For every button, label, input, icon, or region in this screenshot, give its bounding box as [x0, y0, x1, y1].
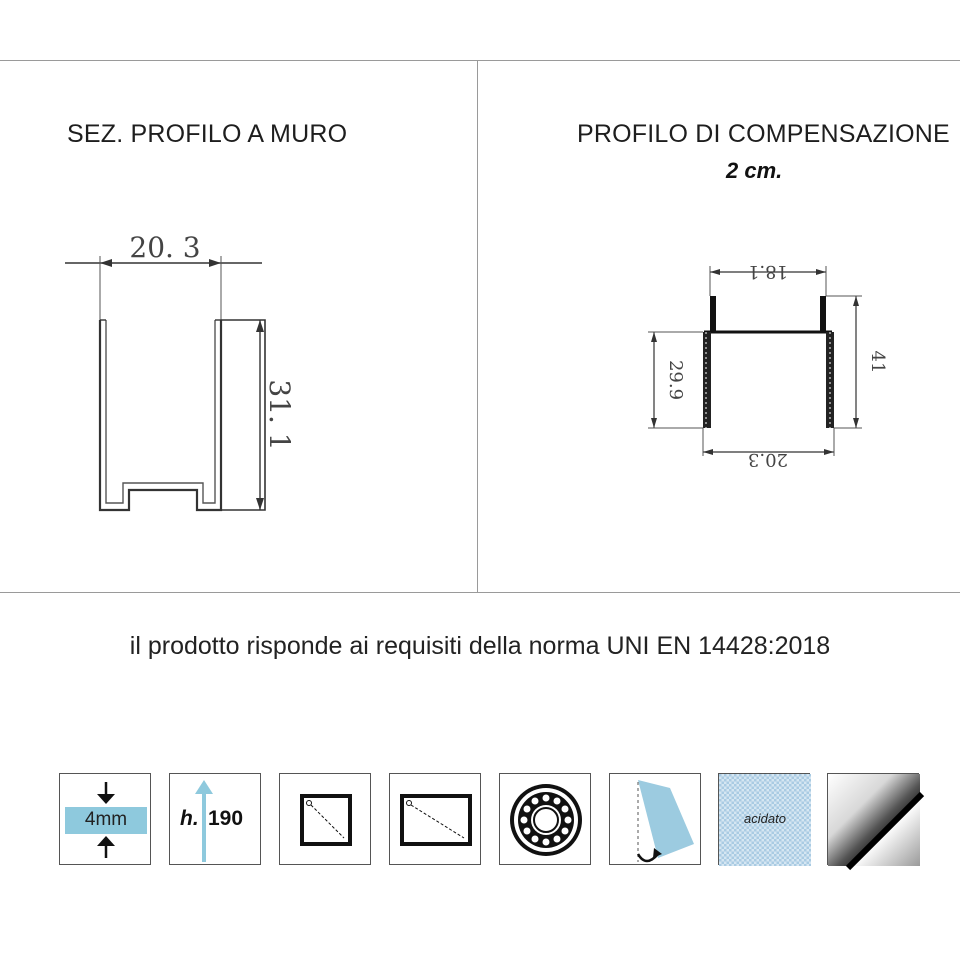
top-divider: [0, 60, 960, 61]
inner-profile-left-wall: [710, 296, 716, 332]
wall-side-outline: [221, 320, 265, 510]
left-panel-title: SEZ. PROFILO A MURO: [67, 120, 348, 148]
profile-outline-inner: [106, 320, 215, 503]
height-value: 190: [208, 807, 244, 830]
roller-bearing-icon: [499, 773, 591, 865]
bottom-dim-label: 20.3: [747, 449, 789, 470]
height-dim-arrow-top: [256, 320, 264, 332]
compensation-profile-drawing: [640, 260, 900, 475]
middle-divider: [0, 592, 960, 593]
chrome-finish-icon: [827, 773, 919, 865]
height-icon: [169, 773, 261, 865]
width-dim-label: 20. 3: [129, 231, 201, 264]
height-prefix: h.: [180, 807, 199, 830]
rectangular-tray-icon: [389, 773, 481, 865]
height-dim-arrow-bottom: [256, 498, 264, 510]
frosted-glass-icon: [718, 773, 810, 865]
thickness-label: 4mm: [84, 809, 128, 830]
center-divider: [477, 60, 478, 592]
right-panel-subtitle: 2 cm.: [726, 158, 783, 183]
wall-profile-drawing: [55, 220, 296, 520]
width-dim-arrow-right: [209, 259, 221, 267]
height-dim-label: 31. 1: [263, 379, 296, 451]
norm-statement: il prodotto risponde ai requisiti della norma UNI EN 14428:2018: [129, 632, 831, 660]
width-dim-arrow-left: [100, 259, 112, 267]
outer-profile-left-wall: [703, 332, 711, 428]
right-dim-label: 41: [867, 350, 888, 374]
glass-thickness-icon: [59, 773, 151, 865]
door-opening-icon: [609, 773, 701, 865]
top-dim-label: 18.1: [747, 261, 789, 282]
left-dim-label: 29.9: [665, 359, 686, 401]
square-tray-icon: [279, 773, 371, 865]
inner-profile-right-wall: [820, 296, 826, 332]
frosted-label: acidato: [744, 811, 786, 826]
right-panel-title: PROFILO DI COMPENSAZIONE: [577, 120, 950, 148]
profile-outline-outer: [100, 320, 221, 510]
